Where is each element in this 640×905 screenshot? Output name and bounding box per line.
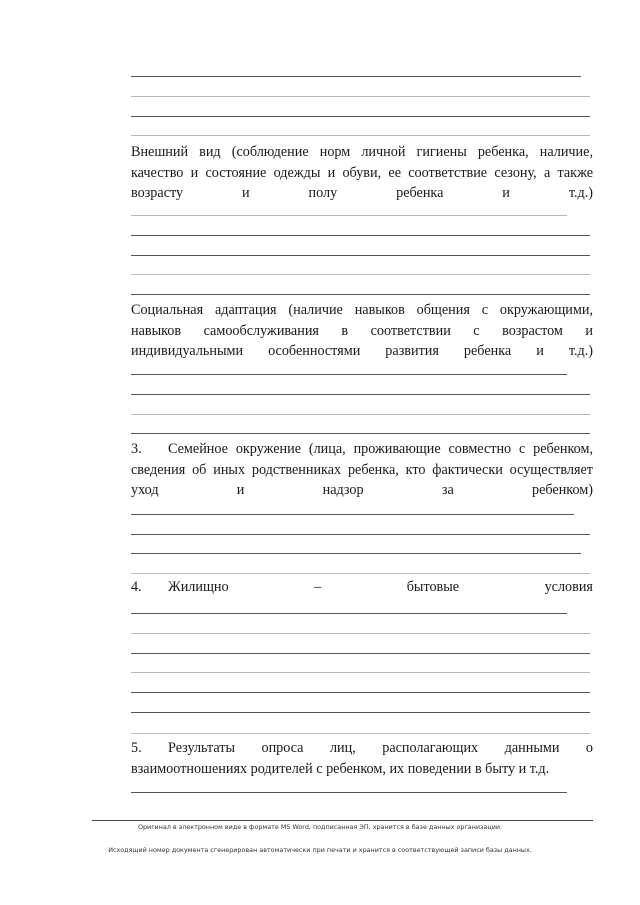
housing-word: условия (544, 579, 593, 595)
blank-line (131, 96, 590, 97)
blank-line (131, 692, 590, 693)
blank-line (131, 76, 581, 77)
blank-line (131, 712, 590, 713)
section-number: 3. (131, 441, 142, 457)
housing-heading (131, 579, 593, 596)
housing-dash: – (314, 579, 322, 595)
blank-line (131, 274, 590, 275)
blank-line (131, 414, 590, 415)
blank-line (131, 514, 574, 515)
family-text: Семейное окружение (лица, проживающие совместно с ребенком, сведения об иных родственниках ребенка, кто фактически осуществляет уход и надзор за ребенком) (131, 441, 593, 498)
section-number: 4. (131, 579, 142, 595)
blank-line (131, 573, 590, 574)
blank-line (131, 553, 581, 554)
blank-line (131, 116, 590, 117)
blank-line (131, 135, 590, 136)
blank-line (131, 653, 590, 654)
blank-line (131, 672, 590, 673)
blank-line (131, 394, 590, 395)
family-paragraph (131, 439, 593, 501)
social-adaptation-paragraph: Социальная адаптация (наличие навыков общения с окружающими, навыков самообслуживания в соответствии с возрастом и индивидуальными особенностями развития ребенка и т.д.) (131, 302, 593, 359)
blank-line (131, 215, 567, 216)
footer-note: Оригинал в электронном виде в формате MS Word, подписанная ЭП, хранится в базе данных организации. (137, 823, 503, 831)
blank-line (131, 235, 590, 236)
blank-line (131, 255, 590, 256)
blank-line (131, 534, 590, 535)
housing-word: бытовые (406, 579, 460, 595)
blank-line (131, 613, 567, 614)
blank-line (131, 733, 590, 734)
housing-label (131, 579, 229, 596)
footer-divider (92, 820, 593, 821)
footer-note: Исходящий номер документа сгенерирован автоматически при печати и хранится в соответствующей записи базы данных. (108, 846, 532, 854)
section-number: 5. (131, 740, 142, 756)
blank-line (131, 792, 567, 793)
housing-word: Жилищно (168, 579, 229, 595)
blank-line (131, 374, 567, 375)
survey-text: Результаты опроса лиц, располагающих данными о взаимоотношениях родителей с ребенком, их поведении в быту и т.д. (131, 740, 593, 777)
appearance-paragraph: Внешний вид (соблюдение норм личной гигиены ребенка, наличие, качество и состояние одежды и обуви, ее соответствие сезону, а также возрасту и полу ребенка и т.д.) (131, 144, 593, 201)
survey-paragraph (131, 738, 593, 779)
blank-line (131, 294, 590, 295)
blank-line (131, 433, 590, 434)
blank-line (131, 633, 590, 634)
